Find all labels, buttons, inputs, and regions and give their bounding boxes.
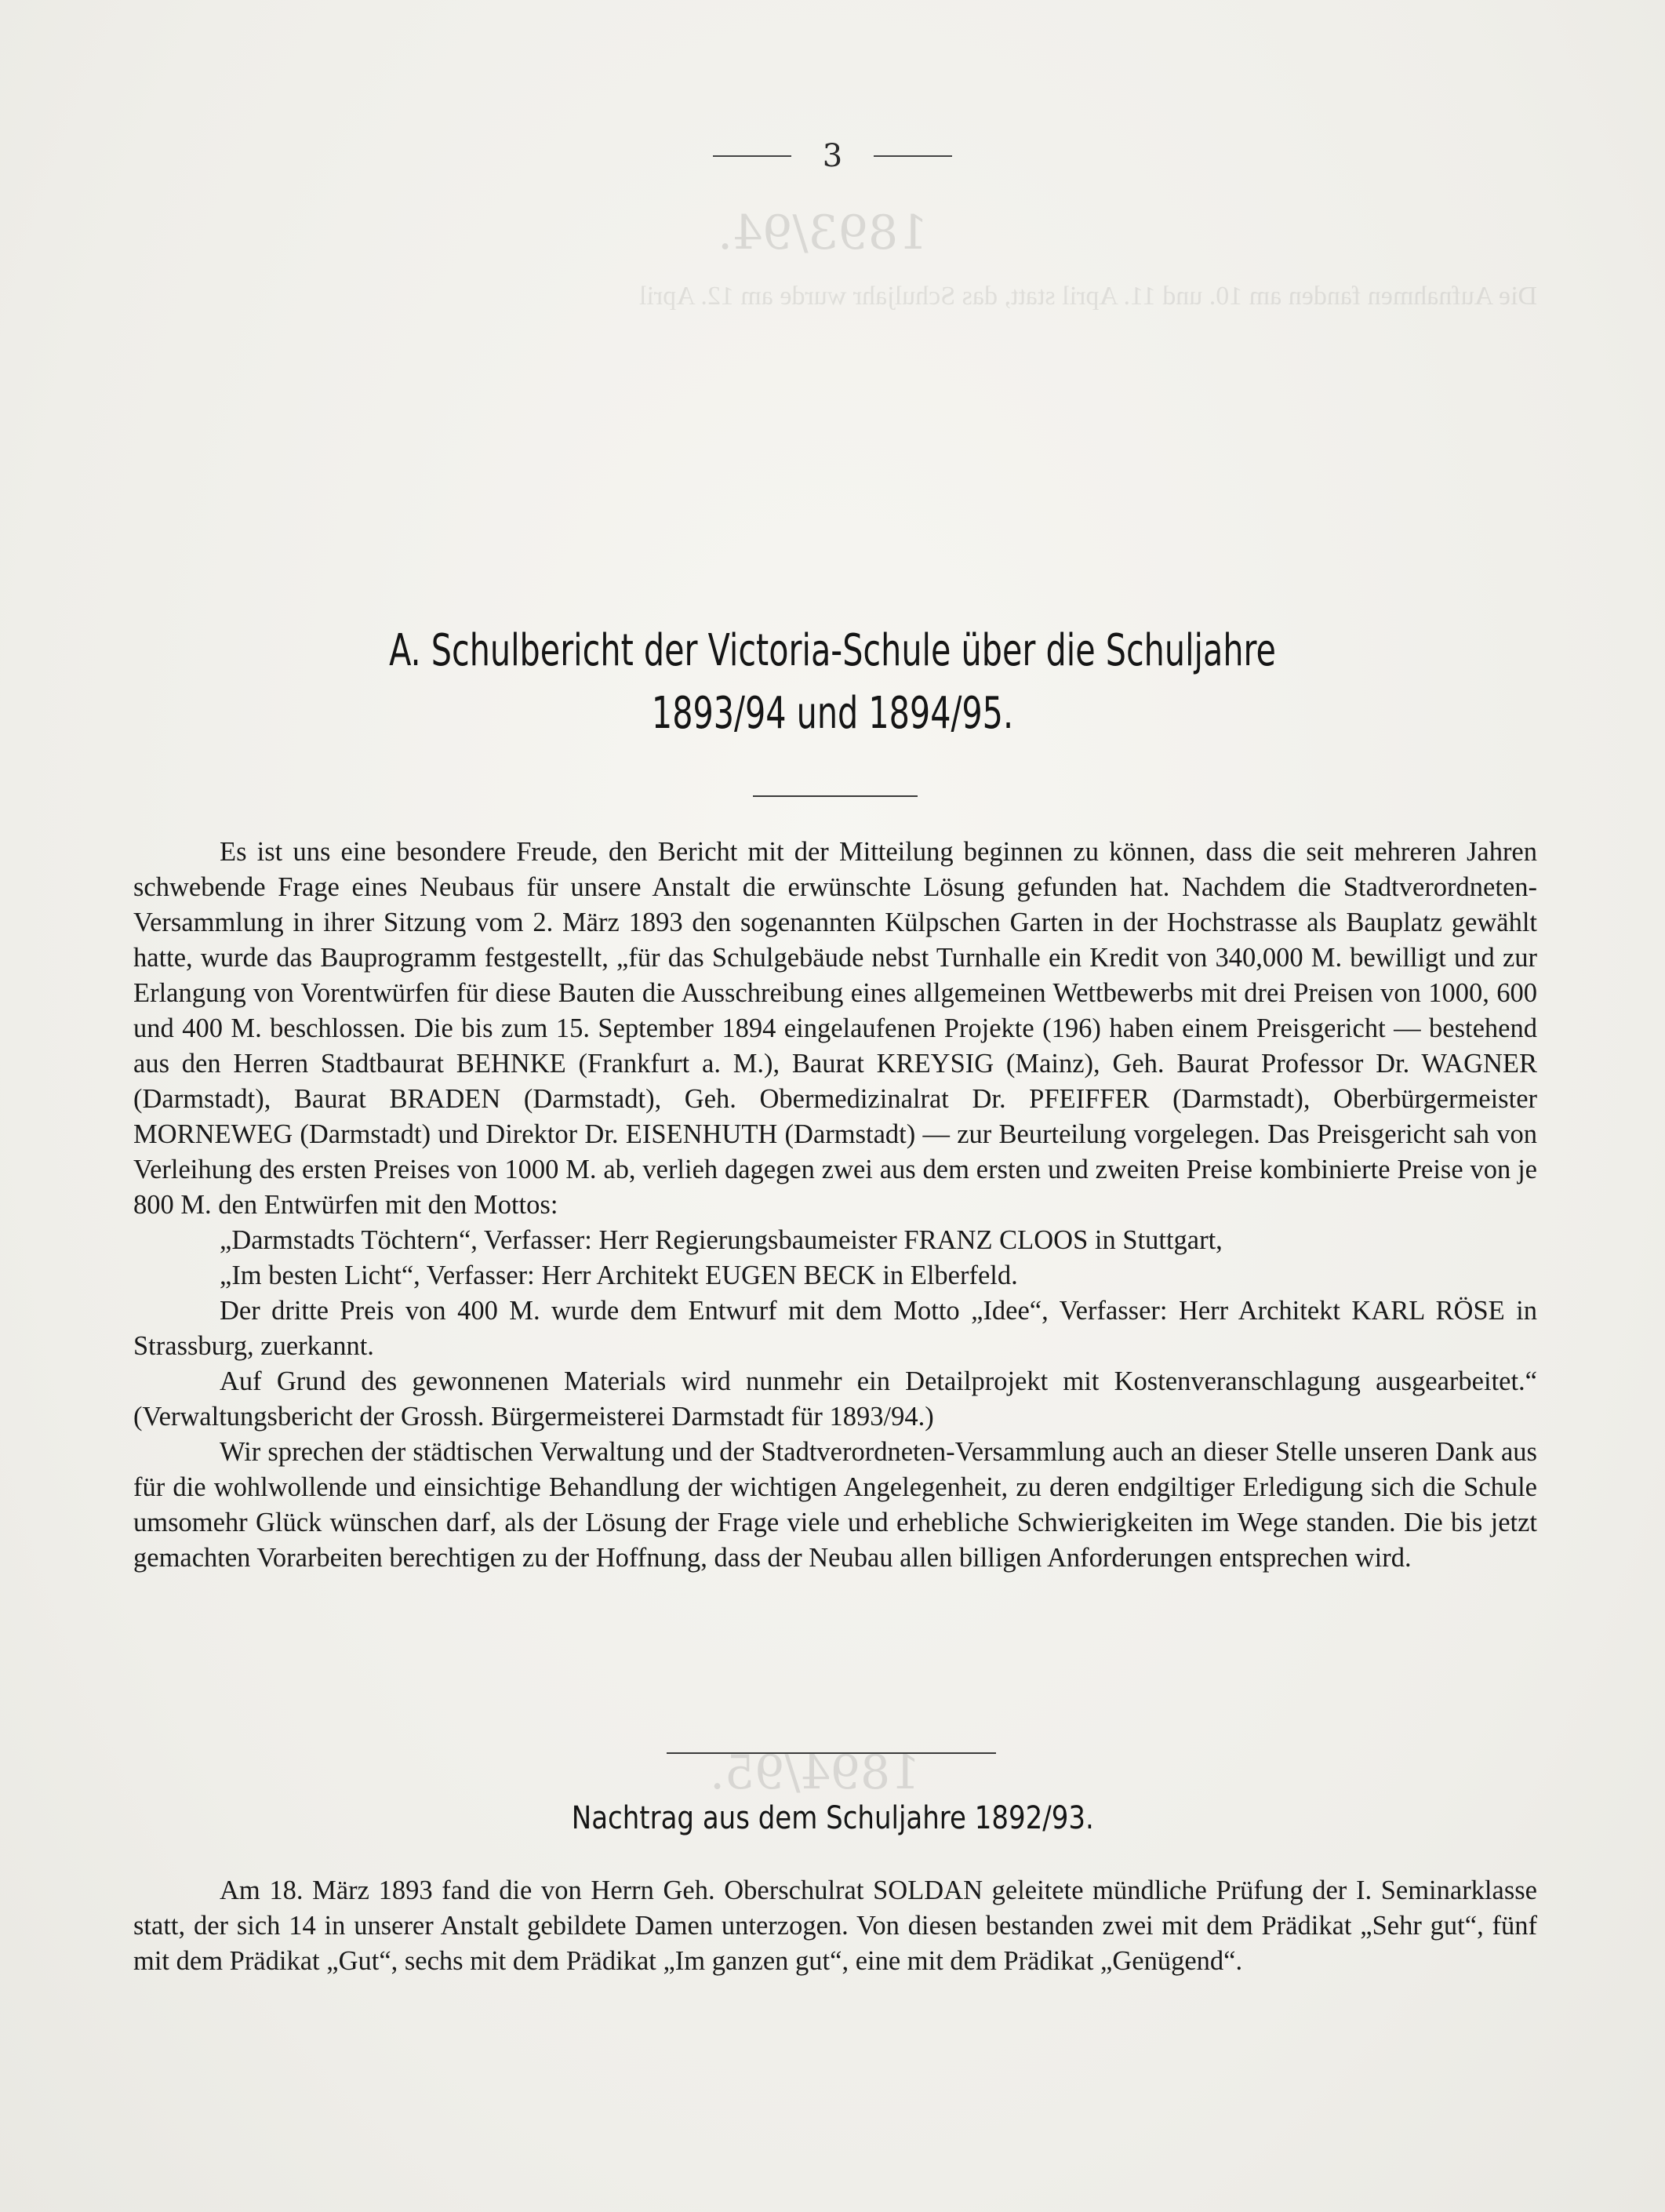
paragraph: Wir sprechen der städtischen Verwaltung und der Stadtverordneten-Versammlung auch an dieser Stelle unseren Dank aus für die wohlwollende und einsichtige Behandlung der wichtigen Angelegenheit, zu deren endgiltiger Erledigung sich die Schule umsomehr Glück wünschen darf, als der Lösung der Frage viele und erhebliche Schwierigkeiten im Wege standen. Die bis jetzt gemachten Vorarbeiten berechtigen zu der Hoffnung, dass der Neubau allen billigen Anforderungen entsprechen wird.: [133, 1437, 1537, 1573]
section-title-text: Nachtrag aus dem Schuljahre 1892/93.: [571, 1800, 1094, 1836]
report-body: [133, 835, 1537, 1576]
paragraph: Der dritte Preis von 400 M. wurde dem Entwurf mit dem Motto „Idee“, Verfasser: Herr Architekt KARL RÖSE in Strassburg, zuerkannt.: [133, 1296, 1537, 1361]
section-title: [94, 1796, 1571, 1840]
header-rule-right: [874, 155, 952, 157]
paragraph: „Darmstadts Töchtern“, Verfasser: Herr Regierungsbaumeister FRANZ CLOOS in Stuttgart,: [220, 1225, 1223, 1255]
addendum-body: [133, 1873, 1537, 1979]
paragraph: Auf Grund des gewonnenen Materials wird nunmehr ein Detailprojekt mit Kostenveranschlagung ausgearbeitet.“ (Verwaltungsbericht der Grossh. Bürgermeisterei Darmstadt für 1893/94.): [133, 1366, 1537, 1432]
title-divider: [753, 795, 918, 797]
main-title-line-2: 1893/94 und 1894/95.: [651, 688, 1014, 739]
paragraph: „Im besten Licht“, Verfasser: Herr Architekt EUGEN BECK in Elberfeld.: [220, 1261, 1018, 1290]
bleed-through-year-top: 1893/94.: [718, 206, 929, 260]
section-divider: [667, 1752, 996, 1754]
main-title-line-1: A. Schulbericht der Victoria-Schule über die Schuljahre: [389, 625, 1276, 676]
page-number: 3: [822, 138, 843, 174]
paragraph: Am 18. März 1893 fand die von Herrn Geh. Oberschulrat SOLDAN geleitete mündliche Prüfung der I. Seminarklasse statt, der sich 14 in unserer Anstalt gebildete Damen unterzogen. Von diesen bestanden zwei mit dem Prädikat „Sehr gut“, fünf mit dem Prädikat „Gut“, sechs mit dem Prädikat „Im ganzen gut“, eine mit dem Prädikat „Genügend“.: [133, 1875, 1537, 1976]
header-rule-left: [713, 155, 791, 157]
bleed-through-year-bottom: 1894/95.: [710, 1745, 921, 1800]
paragraph: Es ist uns eine besondere Freude, den Bericht mit der Mitteilung beginnen zu können, dass die seit mehreren Jahren schwebende Frage eines Neubaus für unsere Anstalt die erwünschte Lösung gefunden hat. Nachdem die Stadtverordneten-Versammlung in ihrer Sitzung vom 2. März 1893 den sogenannten Külpschen Garten in der Hochstrasse als Bauplatz gewählt hatte, wurde das Bauprogramm festgestellt, „für das Schulgebäude nebst Turnhalle ein Kredit von 340,000 M. bewilligt und zur Erlangung von Vorentwürfen für diese Bauten die Ausschreibung eines allgemeinen Wettbewerbs mit drei Preisen von 1000, 600 und 400 M. beschlossen. Die bis zum 15. September 1894 eingelaufenen Projekte (196) haben einem Preisgericht — bestehend aus den Herren Stadtbaurat BEHNKE (Frankfurt a. M.), Baurat KREYSIG (Mainz), Geh. Baurat Professor Dr. WAGNER (Darmstadt), Baurat BRADEN (Darmstadt), Geh. Obermedizinalrat Dr. PFEIFFER (Darmstadt), Oberbürgermeister MORNEWEG (Darmstadt) und Direktor Dr. EISENHUTH (Darmstadt) — zur Beurteilung vorgelegen. Das Preisgericht sah von Verleihung des ersten Preises von 1000 M. ab, verlieh dagegen zwei aus dem ersten und zweiten Preise kombinierte Preise von je 800 M. den Entwürfen mit den Mottos:: [133, 837, 1537, 1220]
page-header: [0, 138, 1665, 174]
bleed-through-text: Die Aufnahmen fanden am 10. und 11. April statt, das Schuljahr wurde am 12. April: [638, 282, 1537, 311]
main-title: [94, 620, 1571, 745]
